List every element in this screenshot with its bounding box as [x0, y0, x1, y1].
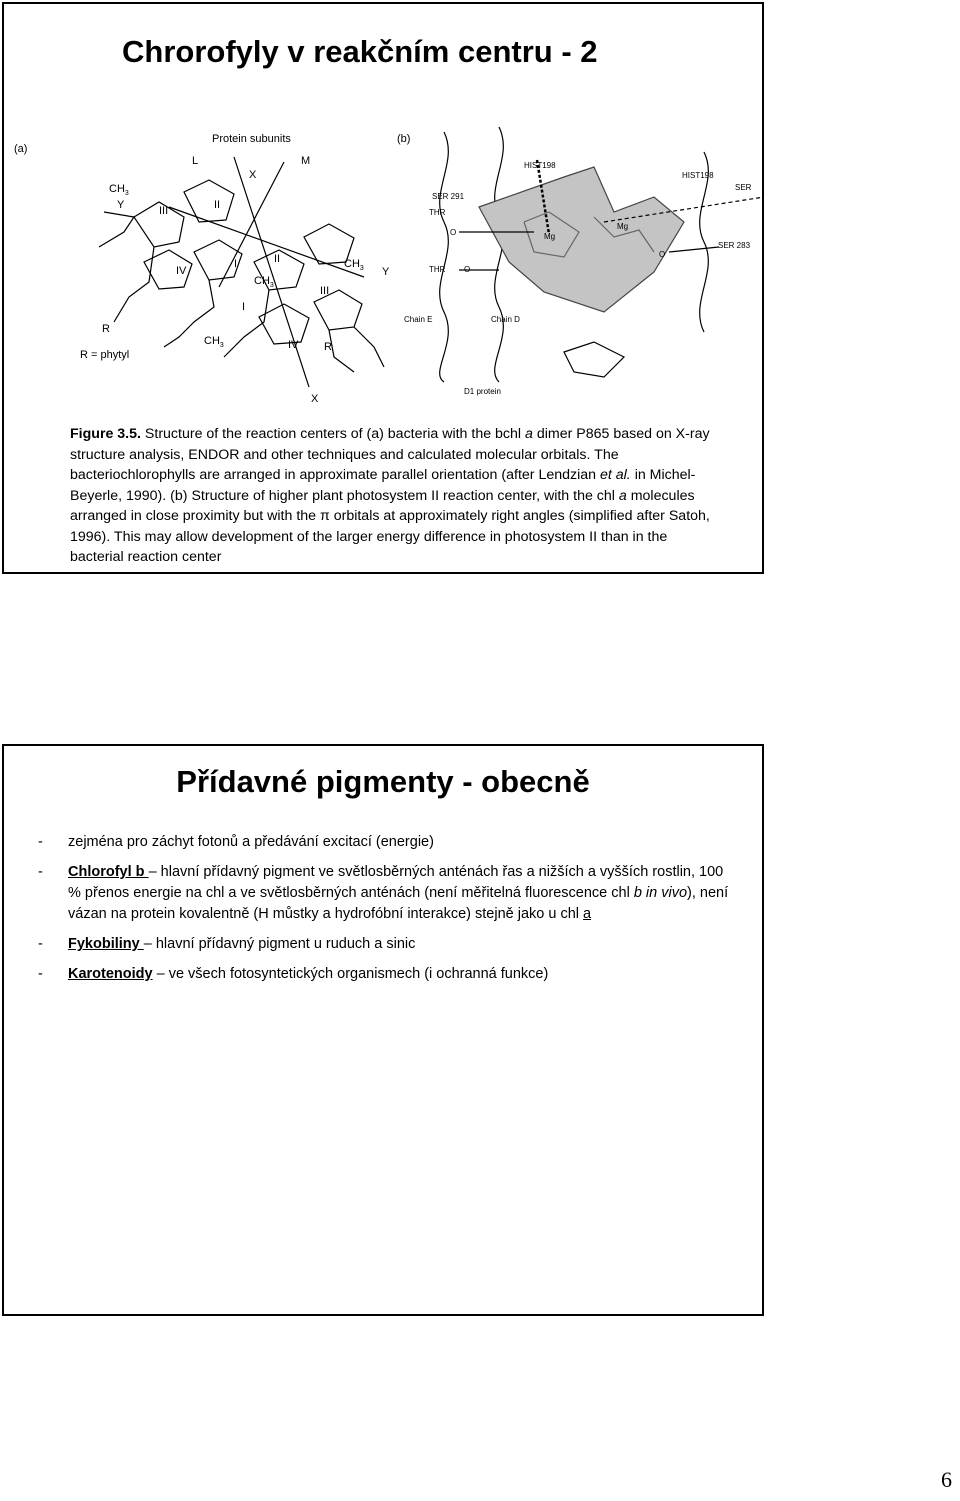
- panel-label-a: (a): [14, 143, 28, 155]
- reaction-center-figure: [4, 122, 764, 422]
- label-II-b: II: [274, 253, 281, 265]
- label-mg-1: Mg: [617, 222, 629, 231]
- label-Y-left: Y: [117, 199, 125, 211]
- label-Y-right: Y: [382, 266, 390, 278]
- figure-caption: Figure 3.5. Structure of the reaction centers of (a) bacteria with the bchl a dimer P865 based on X-ray structure analysis, ENDOR and other techniques and calculated molecular orbitals. The bacteriochlorophylls are arranged in approximate parallel orientation (after Lendzian et al. in Michel-Beyerle, 1990). (b) Structure of higher plant photosystem II reaction center, with the chl a molecules arranged in close proximity but with the π orbitals at approximately right angles (simplified after Satoh, 1996). This may allow development of the larger energy difference in photosystem II than in the bacterial reaction center: [70, 426, 710, 565]
- term: Chlorofyl b: [68, 864, 149, 880]
- label-X-bottom: X: [311, 393, 319, 405]
- term: Fykobiliny: [68, 936, 144, 952]
- label-II-a: II: [214, 199, 221, 211]
- bullet-list: [38, 832, 738, 994]
- label-o-1: O: [450, 228, 457, 237]
- label-M: M: [301, 155, 311, 167]
- list-item: - Fykobiliny – hlavní přídavný pigment u ruduch a sinic: [38, 936, 416, 952]
- label-I-a: I: [234, 258, 238, 270]
- label-R-right: R: [324, 341, 332, 353]
- term: Karotenoidy: [68, 966, 153, 982]
- label-o-3: O: [464, 265, 471, 274]
- label-mg-2: Mg: [544, 232, 556, 241]
- label-CH3-c: $CH_3$: [344, 258, 364, 272]
- label-ser283: SER 283: [718, 241, 751, 250]
- label-III-a: III: [159, 205, 169, 217]
- label-III-b: III: [320, 285, 330, 297]
- caption-label: Figure 3.5.: [70, 426, 141, 442]
- label-chain-e: Chain E: [404, 315, 433, 324]
- slide-chlorophylls: [2, 2, 764, 574]
- label-CH3-b: $CH_3$: [254, 275, 274, 289]
- label-ser: SER: [735, 183, 752, 192]
- label-X-top: X: [249, 169, 257, 181]
- slide-title: Přídavné pigmenty - obecně: [176, 764, 590, 799]
- label-L: L: [192, 155, 199, 167]
- label-r-phytyl: R = phytyl: [80, 349, 130, 361]
- list-item: - Karotenoidy – ve všech fotosyntetických organismech (i ochranná funkce): [38, 966, 549, 982]
- label-CH3-d: $CH_3$: [204, 335, 224, 349]
- label-o-2: O: [659, 250, 666, 259]
- slide-accessory-pigments: [2, 744, 764, 1316]
- page-number: 6: [941, 1467, 952, 1492]
- label-thr-2: THR: [429, 265, 446, 274]
- label-hist198-1: HIST198: [524, 161, 556, 170]
- slide-title: Chrorofyly v reakčním centru - 2: [122, 34, 598, 69]
- label-thr-1: THR: [429, 208, 446, 217]
- panel-label-b: (b): [397, 133, 411, 145]
- label-CH3: $CH_3$: [109, 183, 129, 197]
- label-d1-protein: D1 protein: [464, 387, 501, 396]
- label-chain-d: Chain D: [491, 315, 520, 324]
- label-IV-b: IV: [288, 339, 299, 351]
- list-item: - zejména pro záchyt fotonů a předávání excitací (energie): [38, 834, 434, 850]
- label-ser291: SER 291: [432, 192, 465, 201]
- label-R-left: R: [102, 323, 110, 335]
- label-hist198-2: HIST198: [682, 171, 714, 180]
- list-item: - Chlorofyl b – hlavní přídavný pigment ve světlosběrných anténách řas a nižších a vyšších rostlin, 100 % přenos energie na chl a ve světlosběrných anténách (není měřitelná fluorescence chl b in vivo), není vázan na protein kovalentně (H můstky a hydrofóbní interakce) stejně jako u chl a: [38, 864, 729, 922]
- label-I-b: I: [242, 301, 246, 313]
- protein-subunits-label: Protein subunits: [212, 133, 291, 145]
- label-IV-a: IV: [176, 265, 187, 277]
